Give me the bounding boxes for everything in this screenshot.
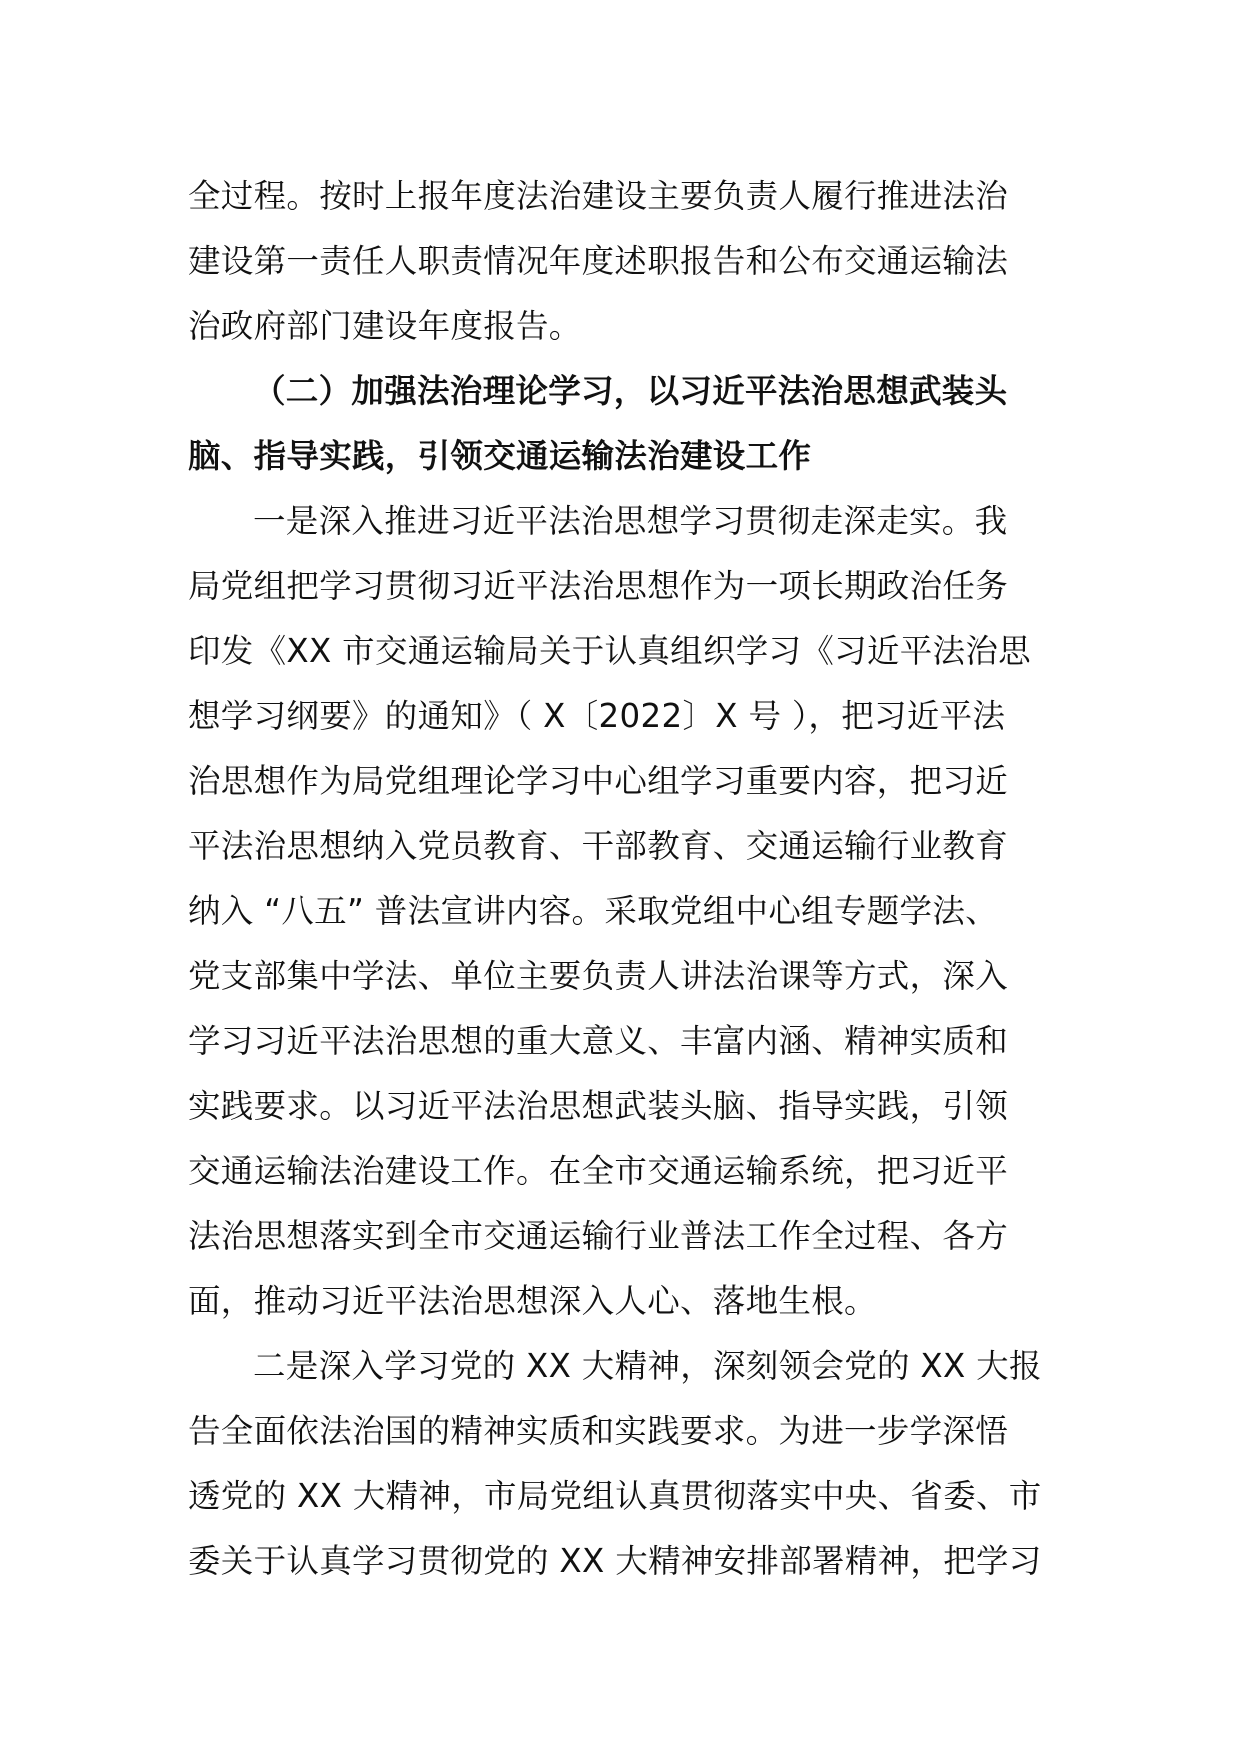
text-line: 纳入 “八五” 普法宣讲内容。采取党组中心组专题学法、	[188, 892, 998, 930]
text-line: 全过程。按时上报年度法治建设主要负责人履行推进法治	[188, 177, 1009, 215]
text-line: 学习习近平法治思想的重大意义、丰富内涵、精神实质和	[188, 1022, 1009, 1060]
paragraph-3	[188, 1334, 1056, 1594]
text-line: 一是深入推进习近平法治思想学习贯彻走深走实。我	[253, 502, 1008, 540]
text-line: 告全面依法治国的精神实质和实践要求。为进一步学深悟	[188, 1412, 1009, 1450]
text-line: 委关于认真学习贯彻党的 XX 大精神安排部署精神，把学习	[188, 1542, 1042, 1580]
text-line: 治政府部门建设年度报告。	[188, 307, 582, 345]
paragraph-1	[188, 164, 1056, 359]
text-line: 法治思想落实到全市交通运输行业普法工作全过程、各方	[188, 1217, 1009, 1255]
heading-line: （二）加强法治理论学习，以习近平法治思想武装头	[253, 372, 1008, 410]
text-line: 建设第一责任人职责情况年度述职报告和公布交通运输法	[188, 242, 1009, 280]
text-line: 想学习纲要》的通知》（ X〔2022〕X 号 ），把习近平法	[188, 697, 1006, 735]
text-line: 实践要求。以习近平法治思想武装头脑、指导实践，引领	[188, 1087, 1009, 1125]
text-line: 党支部集中学法、单位主要负责人讲法治课等方式，深入	[188, 957, 1009, 995]
text-line: 透党的 XX 大精神，市局党组认真贯彻落实中央、省委、市	[188, 1477, 1042, 1515]
text-line: 印发《XX 市交通运输局关于认真组织学习《习近平法治思	[188, 632, 1031, 670]
paragraph-2	[188, 489, 1056, 1334]
document-page	[188, 164, 1056, 1594]
text-line: 局党组把学习贯彻习近平法治思想作为一项长期政治任务	[188, 567, 1009, 605]
text-line: 治思想作为局党组理论学习中心组学习重要内容，把习近	[188, 762, 1009, 800]
text-line: 面，推动习近平法治思想深入人心、落地生根。	[188, 1282, 877, 1320]
heading-line: 脑、指导实践，引领交通运输法治建设工作	[188, 437, 812, 475]
section-heading-2	[188, 359, 1056, 489]
text-line: 平法治思想纳入党员教育、干部教育、交通运输行业教育	[188, 827, 1009, 865]
text-line: 交通运输法治建设工作。在全市交通运输系统，把习近平	[188, 1152, 1009, 1190]
text-line: 二是深入学习党的 XX 大精神，深刻领会党的 XX 大报	[253, 1347, 1042, 1385]
